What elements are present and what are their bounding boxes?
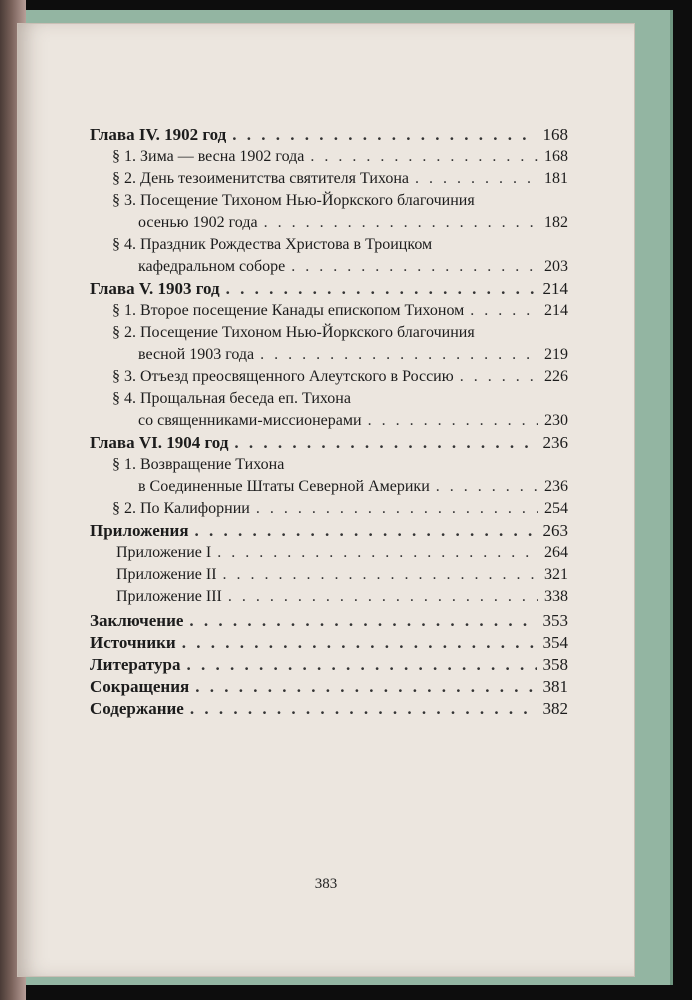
toc-section: весной 1903 года . . . 219 [90, 344, 568, 366]
toc-section-line: § 2. Посещение Тихоном Нью-Йоркского благочиния [112, 324, 475, 341]
leader-dots [256, 498, 538, 520]
leader-dots [195, 676, 536, 698]
toc-conclusion: Заключение . . . 353 [90, 610, 568, 632]
leader-dots [223, 564, 538, 586]
toc-section-line: § 4. Прощальная беседа еп. Тихона [112, 390, 351, 407]
toc-section: § 2. По Калифорнии . . . 254 [90, 498, 568, 520]
toc-section: кафедральном соборе . . . 203 [90, 256, 568, 278]
toc-section: § 1. Второе посещение Канады епископом Тихоном . . . 214 [90, 300, 568, 322]
toc-section: § 2. День тезоименитства святителя Тихона . . . 181 [90, 168, 568, 190]
page-number: 383 [314, 876, 338, 892]
leader-dots [460, 366, 538, 388]
toc-chapter-4: Глава IV. 1902 год . . . 168 [90, 124, 568, 146]
toc-abbreviations: Сокращения . . . 381 [90, 676, 568, 698]
leader-dots [415, 168, 538, 190]
toc-section: в Соединенные Штаты Северной Америки . . . 236 [90, 476, 568, 498]
leader-dots [264, 212, 538, 234]
toc-sources: Источники . . . 354 [90, 632, 568, 654]
toc-appendices: Приложения . . . 263 [90, 520, 568, 542]
leader-dots [310, 146, 538, 168]
leader-dots [217, 542, 538, 564]
leader-dots [186, 654, 536, 676]
toc-section: § 1. Зима — весна 1902 года . . . 168 [90, 146, 568, 168]
toc-section: со священниками-миссионерами . . . 230 [90, 410, 568, 432]
leader-dots [436, 476, 538, 498]
table-of-contents [90, 124, 568, 720]
toc-section-line: § 4. Праздник Рождества Христова в Троицком [112, 236, 433, 253]
leader-dots [470, 300, 538, 322]
toc-section-line: § 3. Посещение Тихоном Нью-Йоркского благочиния [112, 192, 475, 209]
leader-dots [226, 278, 537, 300]
leader-dots [232, 124, 536, 146]
toc-section: осенью 1902 года . . . 182 [90, 212, 568, 234]
book-page [18, 24, 634, 976]
leader-dots [195, 520, 537, 542]
toc-literature: Литература . . . 358 [90, 654, 568, 676]
toc-appendix: Приложение II . . . 321 [90, 564, 568, 586]
leader-dots [234, 432, 536, 454]
leader-dots [260, 344, 538, 366]
toc-section-line: § 1. Возвращение Тихона [112, 456, 285, 473]
leader-dots [190, 698, 537, 720]
leader-dots [189, 610, 536, 632]
leader-dots [228, 586, 538, 608]
leader-dots [182, 632, 537, 654]
toc-contents: Содержание . . . 382 [90, 698, 568, 720]
leader-dots [368, 410, 538, 432]
toc-appendix: Приложение III . . . 338 [90, 586, 568, 608]
leader-dots [291, 256, 538, 278]
toc-chapter-6: Глава VI. 1904 год . . . 236 [90, 432, 568, 454]
toc-appendix: Приложение I . . . 264 [90, 542, 568, 564]
toc-chapter-5: Глава V. 1903 год . . . 214 [90, 278, 568, 300]
toc-section: § 3. Отъезд преосвященного Алеутского в Россию . . . 226 [90, 366, 568, 388]
